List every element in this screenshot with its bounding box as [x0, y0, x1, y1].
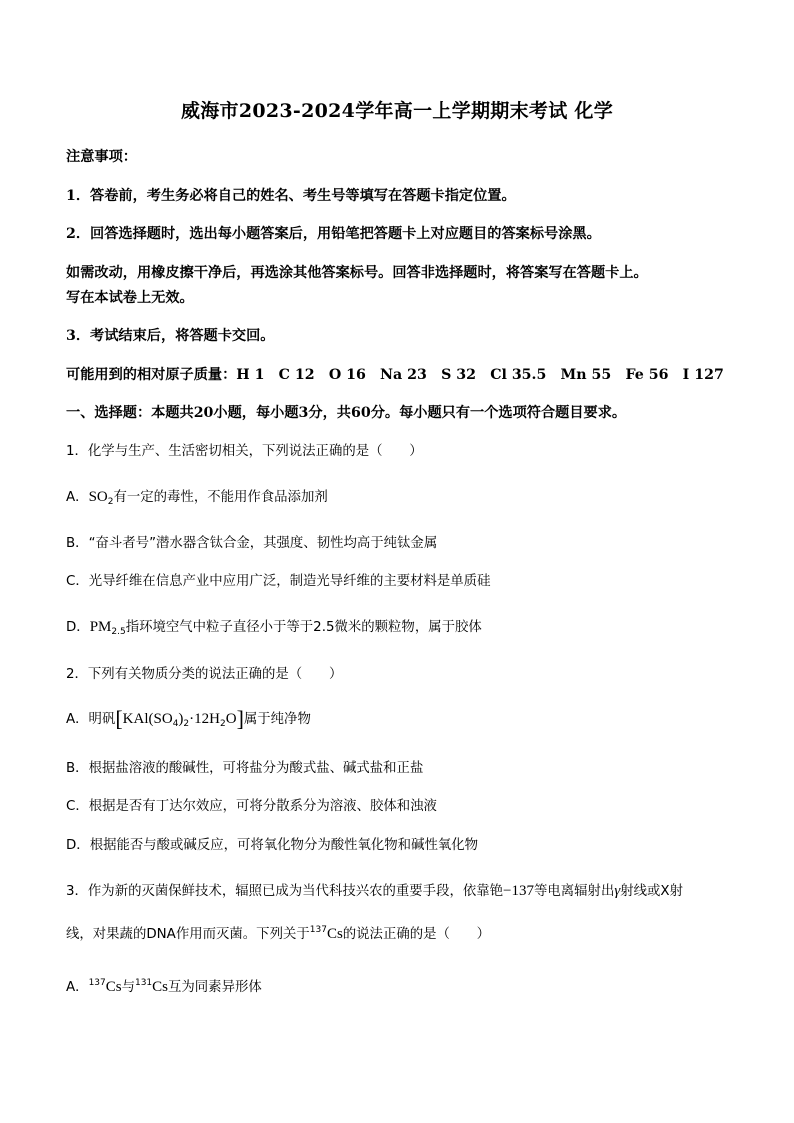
subscript: 2.5	[111, 627, 126, 637]
notice-item-2-continued: 如需改动，用橡皮擦干净后，再选涂其他答案标号。回答非选择题时，将答案写在答题卡上。	[66, 265, 648, 281]
question-1-option-d	[66, 616, 482, 637]
formula: KAl	[122, 711, 149, 727]
stem-text: 3．作为新的灭菌保鲜技术，辐照已成为当代科技兴农的重要手段，依靠铯	[66, 884, 504, 899]
option-text: 指环境空气中粒子直径小于等于2.5微米的颗粒物，属于胶体	[125, 620, 482, 635]
question-1-option-c: C．光导纤维在信息产业中应用广泛，制造光导纤维的主要材料是单质硅	[66, 574, 491, 589]
question-2-option-c: C．根据是否有丁达尔效应，可将分散系分为溶液、胶体和浊液	[66, 799, 437, 814]
option-text: 互为同素异形体	[168, 980, 262, 995]
gamma-symbol: γ	[614, 883, 621, 899]
subscript: 4	[172, 719, 179, 729]
question-2-option-d: D．根据能否与酸或碱反应，可将氧化物分为酸性氧化物和碱性氧化物	[66, 838, 479, 853]
stem-text: 线，对果蔬的DNA作用而灭菌。下列关于	[66, 927, 310, 942]
subscript: 2	[107, 497, 114, 507]
notice-heading: 注意事项：	[66, 149, 137, 165]
stem-text: 的说法正确的是（ ）	[342, 927, 491, 942]
formula: ·12H	[189, 711, 220, 727]
formula: O	[225, 711, 237, 727]
question-1-option-a	[66, 486, 328, 507]
atomic-masses: 可能用到的相对原子质量：H 1 C 12 O 16 Na 23 S 32 Cl 35.5 Mn 55 Fe 56 I 127	[66, 367, 724, 383]
element-symbol: Cs	[152, 979, 169, 995]
formula: SO	[88, 489, 108, 505]
formula: (SO	[148, 711, 173, 727]
notice-item-2-continued-2: 写在本试卷上无效。	[66, 290, 194, 306]
mass-number: 131	[134, 978, 153, 988]
section-heading: 一、选择题：本题共20小题，每小题3分，共60分。每小题只有一个选项符合题目要求。	[66, 405, 627, 421]
subscript: 2	[183, 719, 190, 729]
element-symbol: Cs	[105, 979, 122, 995]
subscript: 2	[219, 719, 226, 729]
question-2-option-a	[66, 706, 311, 732]
formula: )	[178, 711, 184, 727]
mass-number: 137	[88, 978, 106, 988]
option-label: D．	[66, 620, 90, 635]
option-label: A．	[66, 980, 89, 995]
left-bracket: [	[115, 706, 123, 731]
option-text: 有一定的毒性，不能用作食品添加剂	[113, 490, 328, 505]
question-1-stem: 1．化学与生产、生活密切相关，下列说法正确的是（ ）	[66, 444, 423, 459]
option-label: A．明矾	[66, 712, 116, 727]
stem-text: 射线或X射	[620, 884, 684, 899]
question-2-stem: 2．下列有关物质分类的说法正确的是（ ）	[66, 667, 343, 682]
mass-number: 137	[309, 925, 327, 935]
question-3-stem-line-1	[66, 880, 683, 900]
page-title: 威海市2023-2024学年高一上学期期末考试 化学	[180, 100, 614, 122]
notice-item-1: 1．答卷前，考生务必将自己的姓名、考生号等填写在答题卡指定位置。	[66, 188, 516, 204]
notice-item-3: 3．考试结束后，将答题卡交回。	[66, 328, 275, 344]
question-1-option-b: B．“奋斗者号”潜水器含钛合金，其强度、韧性均高于纯钛金属	[66, 536, 438, 551]
formula: PM	[89, 619, 112, 635]
question-3-stem-line-2	[66, 923, 490, 943]
question-2-option-b: B．根据盐溶液的酸碱性，可将盐分为酸式盐、碱式盐和正盐	[66, 761, 424, 776]
option-text: 属于纯净物	[243, 712, 311, 727]
right-bracket: ]	[236, 706, 244, 731]
element-symbol: Cs	[326, 926, 343, 942]
stem-text: 等电离辐射出	[534, 884, 615, 899]
notice-item-2: 2．回答选择题时，选出每小题答案后，用铅笔把答题卡上对应题目的答案标号涂黑。	[66, 226, 601, 242]
question-3-option-a	[66, 976, 262, 996]
option-label: A．	[66, 490, 89, 505]
isotope-number: −137	[503, 883, 534, 899]
option-text: 与	[121, 980, 135, 995]
